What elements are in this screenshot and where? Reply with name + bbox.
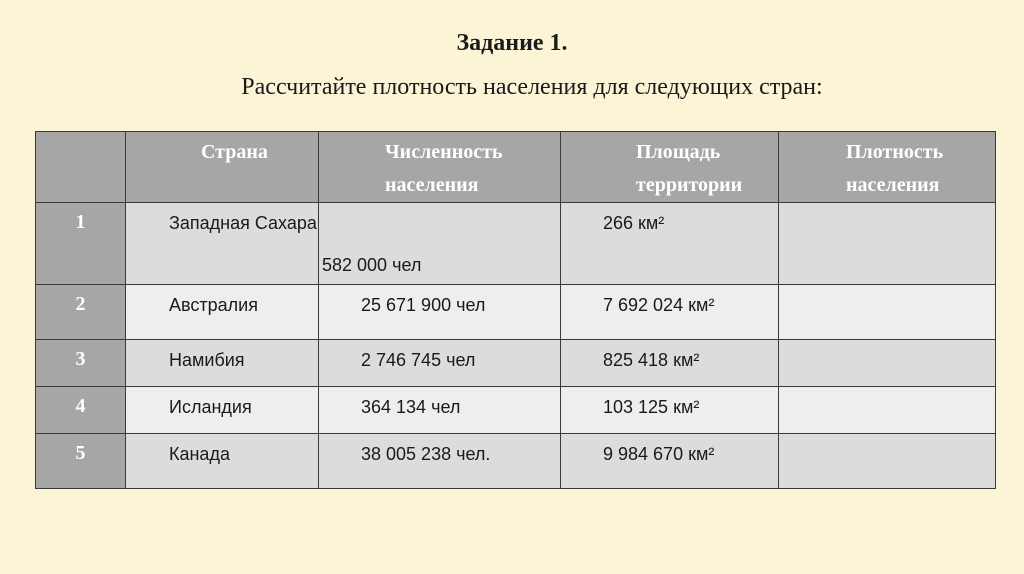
cell-density[interactable] (779, 285, 996, 340)
cell-population: 2 746 745 чел (319, 340, 561, 387)
cell-country: Намибия (126, 340, 319, 387)
cell-population (319, 203, 561, 285)
task-title: Задание 1. (456, 30, 568, 56)
header-population: Численность населения (319, 132, 561, 203)
cell-density[interactable] (779, 434, 996, 489)
cell-area: 266 км² (561, 203, 779, 285)
cell-area: 7 692 024 км² (561, 285, 779, 340)
cell-population: 364 134 чел (319, 387, 561, 434)
density-table (35, 131, 996, 489)
table-row (36, 285, 996, 340)
cell-population: 25 671 900 чел (319, 285, 561, 340)
header-area: Площадь территории (561, 132, 779, 203)
cell-country: Канада (126, 434, 319, 489)
table-row (36, 434, 996, 489)
task-subtitle: Рассчитайте плотность населения для следующих стран: (241, 74, 823, 100)
header-density: Плотность населения (779, 132, 996, 203)
row-number: 4 (36, 387, 126, 434)
row-number: 3 (36, 340, 126, 387)
cell-country: Западная Сахара (126, 203, 319, 285)
table-row (36, 203, 996, 285)
table-header-row (36, 132, 996, 203)
table-row (36, 387, 996, 434)
cell-density[interactable] (779, 203, 996, 285)
row-number: 2 (36, 285, 126, 340)
cell-country: Австралия (126, 285, 319, 340)
cell-population-value: 582 000 чел (322, 255, 422, 275)
table-row (36, 340, 996, 387)
cell-area: 103 125 км² (561, 387, 779, 434)
cell-country: Исландия (126, 387, 319, 434)
cell-density[interactable] (779, 387, 996, 434)
cell-population: 38 005 238 чел. (319, 434, 561, 489)
row-number: 5 (36, 434, 126, 489)
row-number: 1 (36, 203, 126, 285)
cell-area: 825 418 км² (561, 340, 779, 387)
header-country: Страна (126, 132, 319, 203)
header-num (36, 132, 126, 203)
cell-density[interactable] (779, 340, 996, 387)
cell-area: 9 984 670 км² (561, 434, 779, 489)
